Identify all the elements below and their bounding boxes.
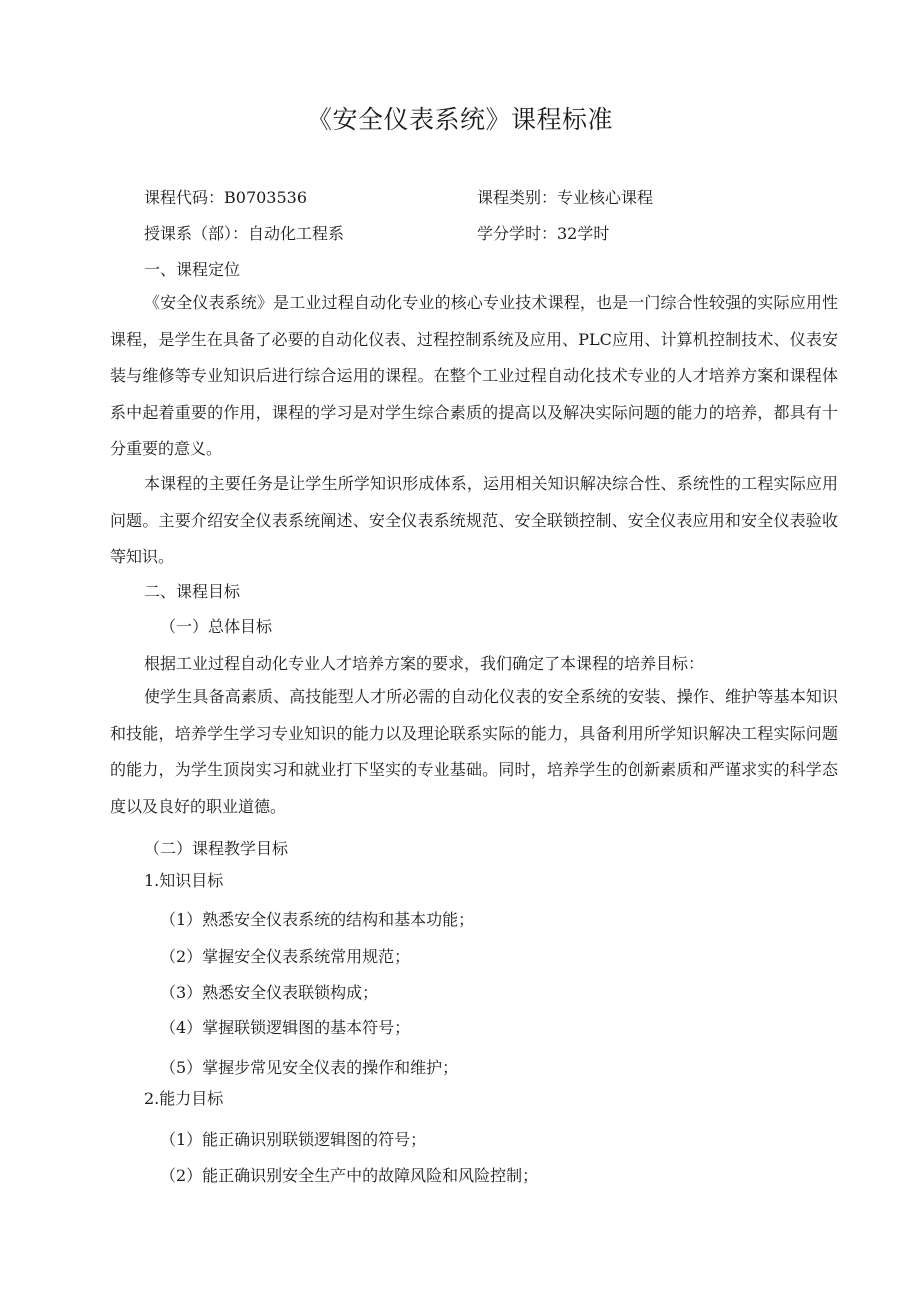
- knowledge-heading: 1.知识目标: [144, 871, 224, 890]
- ability-item: （1）能正确识别联锁逻辑图的符号；: [160, 1130, 427, 1149]
- course-department: 授课系（部）：自动化工程系: [144, 224, 345, 243]
- positioning-paragraph-2: 本课程的主要任务是让学生所学知识形成体系，运用相关知识解决综合性、系统性的工程实际应用问题。主要介绍安全仪表系统阐述、安全仪表系统规范、安全联锁控制、安全仪表应用和安全仪表验收等知识。: [110, 474, 838, 566]
- course-code: 课程代码：B0703536: [144, 188, 308, 207]
- subsection-heading-teaching: （二）课程教学目标: [144, 839, 289, 858]
- ability-item: （2）能正确识别安全生产中的故障风险和风险控制；: [160, 1166, 539, 1185]
- subsection-heading-overall: （一）总体目标: [160, 617, 273, 636]
- knowledge-item: （2）掌握安全仪表系统常用规范；: [160, 947, 411, 966]
- overall-paragraph-2: 使学生具备高素质、高技能型人才所必需的自动化仪表的安全系统的安装、操作、维护等基本知识和技能，培养学生学习专业知识的能力以及理论联系实际的能力，具备利用所学知识解决工程实际问题的能力，为学生顶岗实习和就业打下坚实的专业基础。同时，培养学生的创新素质和严谨求实的科学态度以及良好的职业道德。: [110, 687, 838, 816]
- knowledge-item: （4）掌握联锁逻辑图的基本符号；: [160, 1018, 411, 1037]
- knowledge-item: （5）掌握步常见安全仪表的操作和维护；: [160, 1058, 459, 1077]
- course-hours: 学分学时：32学时: [477, 224, 610, 243]
- section-heading-objectives: 二、课程目标: [144, 582, 241, 601]
- ability-heading: 2.能力目标: [144, 1089, 224, 1108]
- positioning-paragraph-1: 《安全仪表系统》是工业过程自动化专业的核心专业技术课程，也是一门综合性较强的实际应用性课程，是学生在具备了必要的自动化仪表、过程控制系统及应用、PLC应用、计算机控制技术、仪表安装与维修等专业知识后进行综合运用的课程。在整个工业过程自动化技术专业的人才培养方案和课程体系中起着重要的作用，课程的学习是对学生综合素质的提高以及解决实际问题的能力的培养，都具有十分重要的意义。: [110, 293, 838, 458]
- section-heading-positioning: 一、课程定位: [144, 260, 241, 279]
- knowledge-item: （1）熟悉安全仪表系统的结构和基本功能；: [160, 910, 475, 929]
- overall-paragraph-1: 根据工业过程自动化专业人才培养方案的要求，我们确定了本课程的培养目标：: [144, 654, 705, 673]
- document-title: 《安全仪表系统》课程标准: [306, 105, 613, 134]
- course-category: 课程类别：专业核心课程: [477, 188, 654, 207]
- knowledge-item: （3）熟悉安全仪表联锁构成；: [160, 983, 379, 1002]
